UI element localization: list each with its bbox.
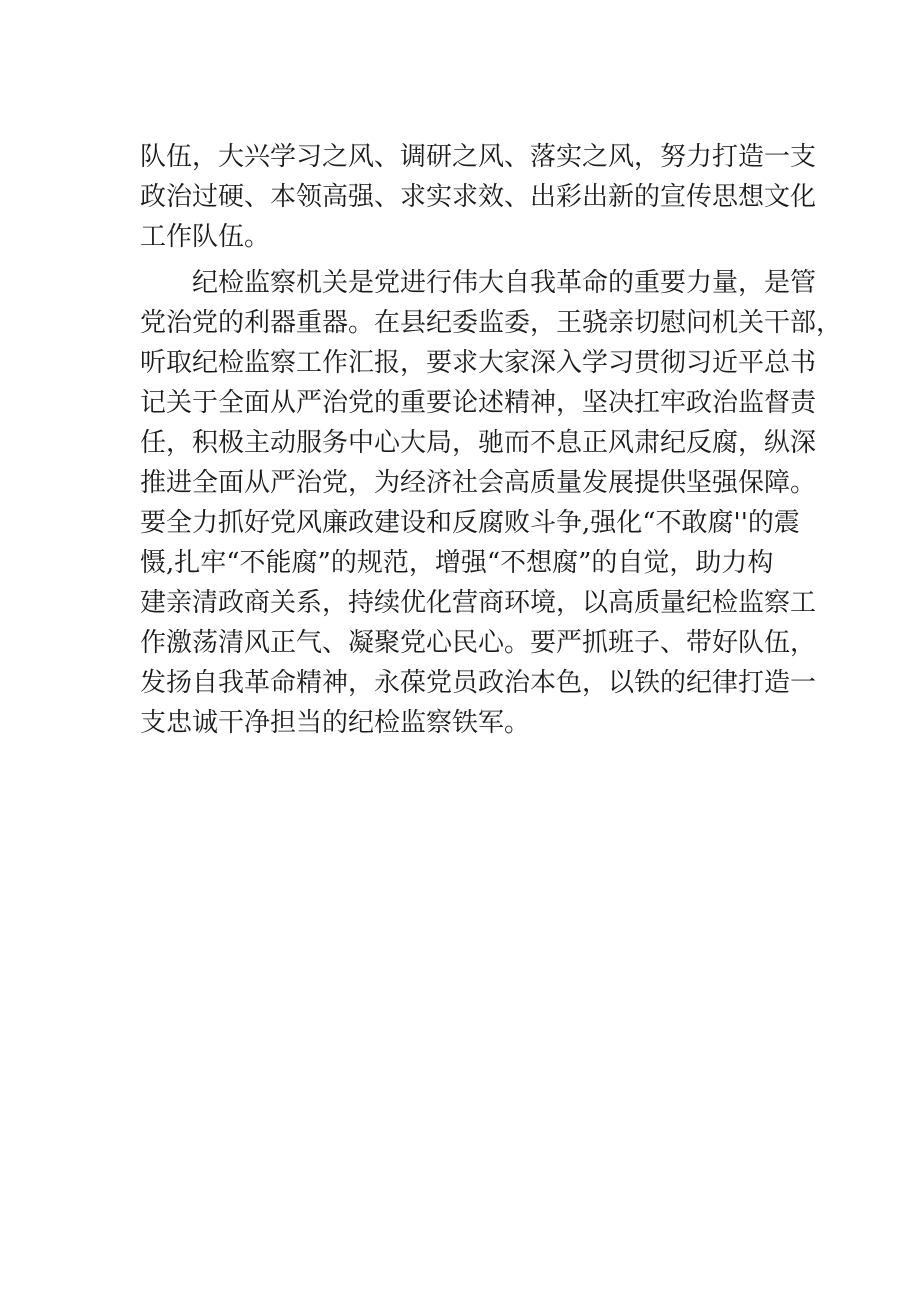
- text-line: 党治党的利器重器。在县纪委监委，王骁亲切慰问机关干部，: [140, 308, 843, 338]
- text-line: 纪检监察机关是党进行伟大自我革命的重要力量，是管: [192, 268, 817, 298]
- document-body: [140, 137, 843, 743]
- text-line: 要全力抓好党风廉政建设和反腐败斗争,强化“不敢腐''的震: [140, 508, 800, 538]
- text-line: 作激荡清风正气、凝聚党心民心。要严抓班子、带好队伍，: [140, 628, 817, 658]
- text-line: 发扬自我革命精神，永葆党员政治本色，以铁的纪律打造一: [140, 668, 817, 698]
- paragraph-1: [140, 137, 817, 257]
- text-line: 任，积极主动服务中心大局，驰而不息正风肃纪反腐，纵深: [140, 428, 817, 458]
- text-line: 慑,扎牢“不能腐”的规范，增强“不想腐”的自觉，助力构: [140, 548, 774, 578]
- text-line: 建亲清政商关系，持续优化营商环境，以高质量纪检监察工: [140, 588, 817, 618]
- text-line: 推进全面从严治党，为经济社会高质量发展提供坚强保障。: [140, 468, 817, 498]
- text-line: 政治过硬、本领高强、求实求效、出彩出新的宣传思想文化: [140, 182, 817, 212]
- text-line: 听取纪检监察工作汇报，要求大家深入学习贯彻习近平总书: [140, 348, 817, 378]
- text-line: 队伍，大兴学习之风、调研之风、落实之风，努力打造一支: [140, 142, 817, 172]
- paragraph-2: [140, 263, 843, 743]
- text-line: 工作队伍。: [140, 222, 271, 252]
- text-line: 记关于全面从严治党的重要论述精神，坚决扛牢政治监督责: [140, 388, 817, 418]
- text-line: 支忠诚干净担当的纪检监察铁军。: [140, 708, 531, 738]
